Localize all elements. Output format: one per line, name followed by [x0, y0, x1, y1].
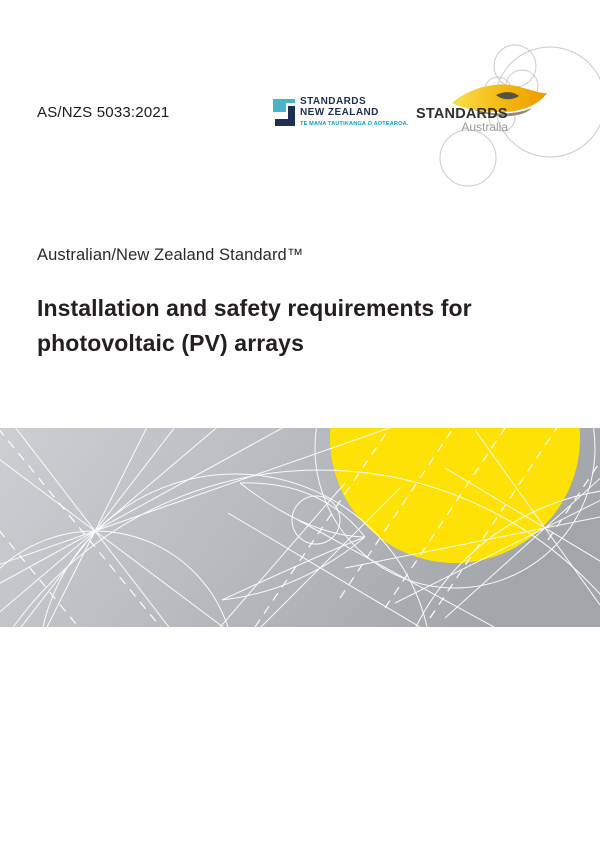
snz-logo-line2: NEW ZEALAND: [300, 106, 379, 118]
sa-logo-line2: Australia: [461, 120, 508, 134]
standard-type-label: Australian/New Zealand Standard™: [37, 246, 304, 264]
snz-logo-text: [300, 97, 409, 132]
sa-logo-text: [416, 107, 508, 134]
document-title: [37, 291, 557, 361]
guilloche-pattern-graphic: [0, 428, 600, 627]
document-number: AS/NZS 5033:2021: [37, 104, 170, 121]
snz-logo-tagline: TE MANA TAUTIKANGA O AOTEAROA.: [300, 120, 409, 127]
sa-logo-line1: STANDARDS: [416, 106, 508, 122]
cover-art-banner: [0, 428, 600, 627]
snz-logo-line1: STANDARDS: [300, 96, 367, 107]
standards-nz-logo: [273, 97, 409, 132]
document-title-line1: Installation and safety requirements for: [37, 295, 472, 321]
standards-australia-logo: [410, 30, 600, 180]
snz-interlocking-s-icon: [273, 97, 295, 132]
document-title-line2: photovoltaic (PV) arrays: [37, 330, 304, 356]
